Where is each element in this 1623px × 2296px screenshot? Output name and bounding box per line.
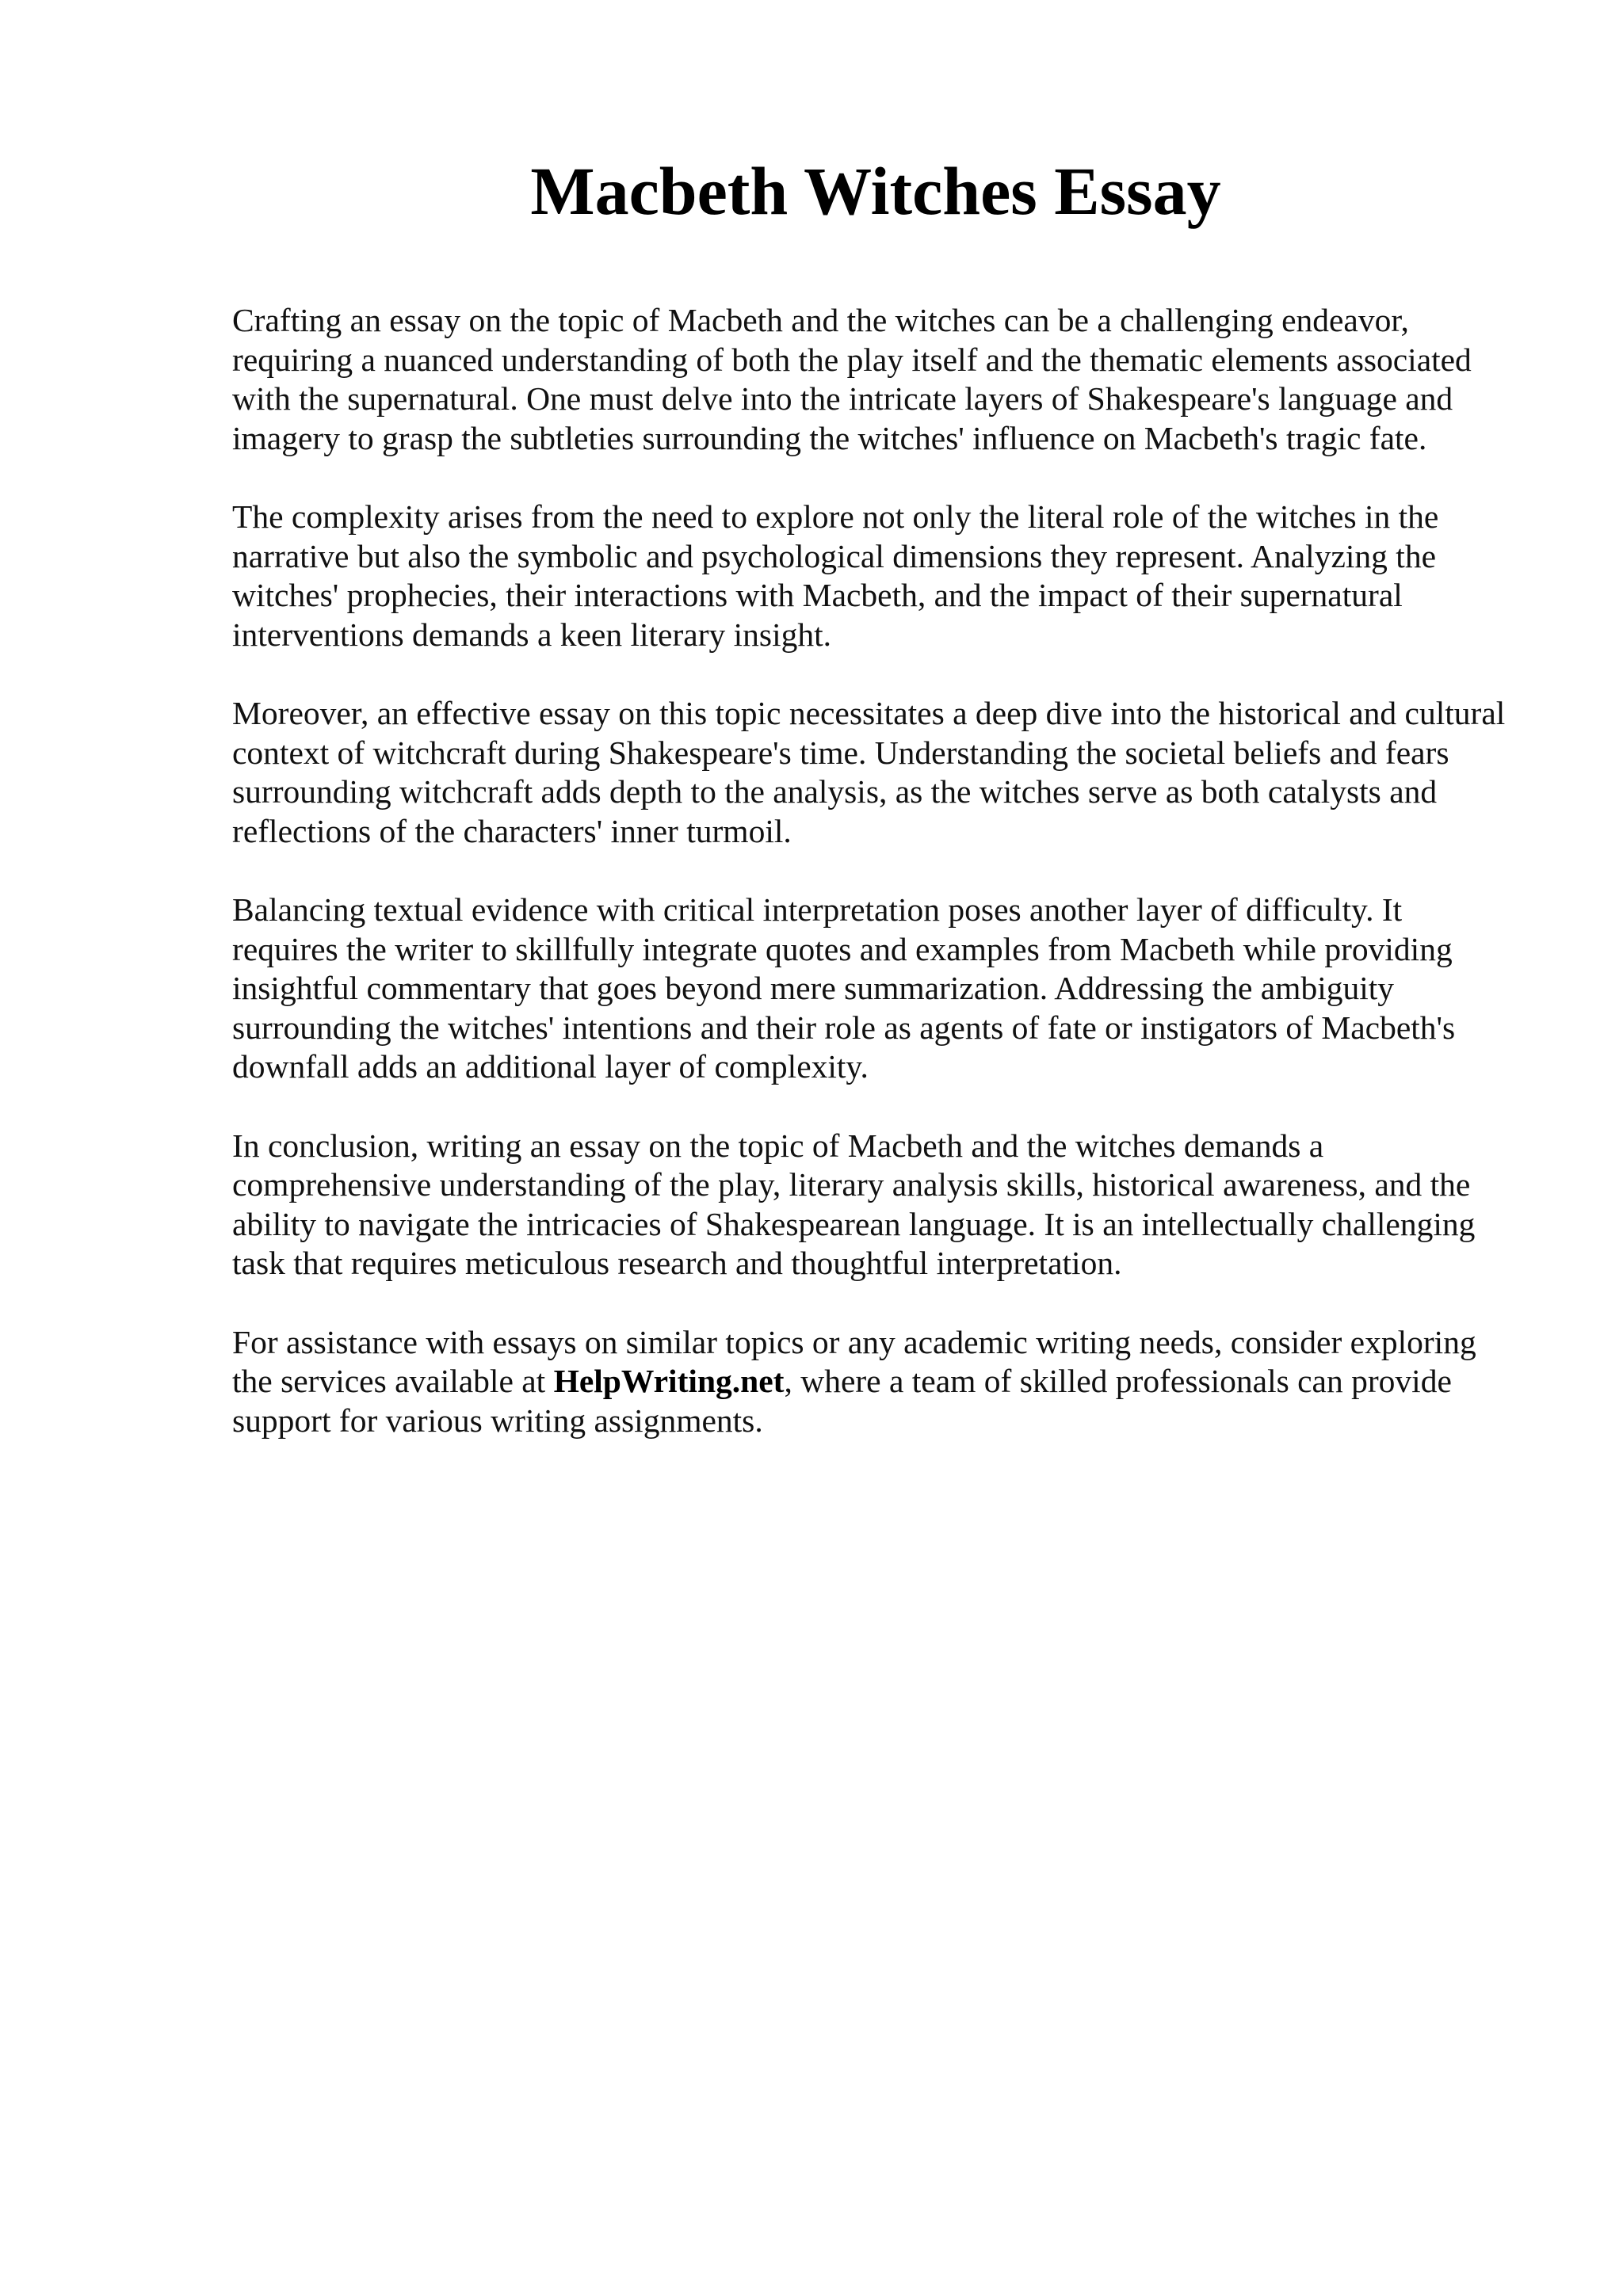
paragraph-2: The complexity arises from the need to explore not only the literal role of the witches in the narrative but also the symbolic and psychological dimensions they represent. Analyzing the witches' prophecies, their interactions with Macbeth, and the impact of their supernatural interventions demands a keen literary insight. — [232, 498, 1439, 653]
paragraph-5: In conclusion, writing an essay on the topic of Macbeth and the witches demands a comprehensive understanding of the play, literary analysis skills, historical awareness, and the ability to navigate the intricacies of Shakespearean language. It is an intellectually challenging task that requires meticulous research and thoughtful interpretation. — [232, 1127, 1476, 1281]
paragraph-3: Moreover, an effective essay on this topic necessitates a deep dive into the historical and cultural context of witchcraft during Shakespeare's time. Understanding the societal beliefs and fears surrounding witchcraft adds depth to the analysis, as the witches serve as both catalysts and reflections of the characters' inner turmoil. — [232, 695, 1506, 849]
closing-paragraph — [232, 1323, 1508, 1441]
closing-text-after: , where a team of skilled professionals can provide support for various writing assignments. — [232, 1363, 1452, 1439]
closing-text-before: For assistance with essays on similar topics or any academic writing needs, consider exploring the services available at — [232, 1323, 1476, 1399]
helpwriting-link[interactable]: HelpWriting.net — [553, 1363, 785, 1399]
paragraph-1: Crafting an essay on the topic of Macbeth and the witches can be a challenging endeavor, requiring a nuanced understanding of both the play itself and the thematic elements associated with the supernatural. One must delve into the intricate layers of Shakespeare's language and imagery to grasp the subtleties surrounding the witches' influence on Macbeth's tragic fate. — [232, 302, 1472, 456]
paragraph-4: Balancing textual evidence with critical interpretation poses another layer of difficulty. It requires the writer to skillfully integrate quotes and examples from Macbeth while providing insightful commentary that goes beyond mere summarization. Addressing the ambiguity surrounding the witches' intentions and their role as agents of fate or instigators of Macbeth's downfall adds an additional layer of complexity. — [232, 891, 1456, 1085]
page-title: Macbeth Witches Essay — [530, 153, 1221, 229]
essay-body — [232, 301, 1508, 1480]
